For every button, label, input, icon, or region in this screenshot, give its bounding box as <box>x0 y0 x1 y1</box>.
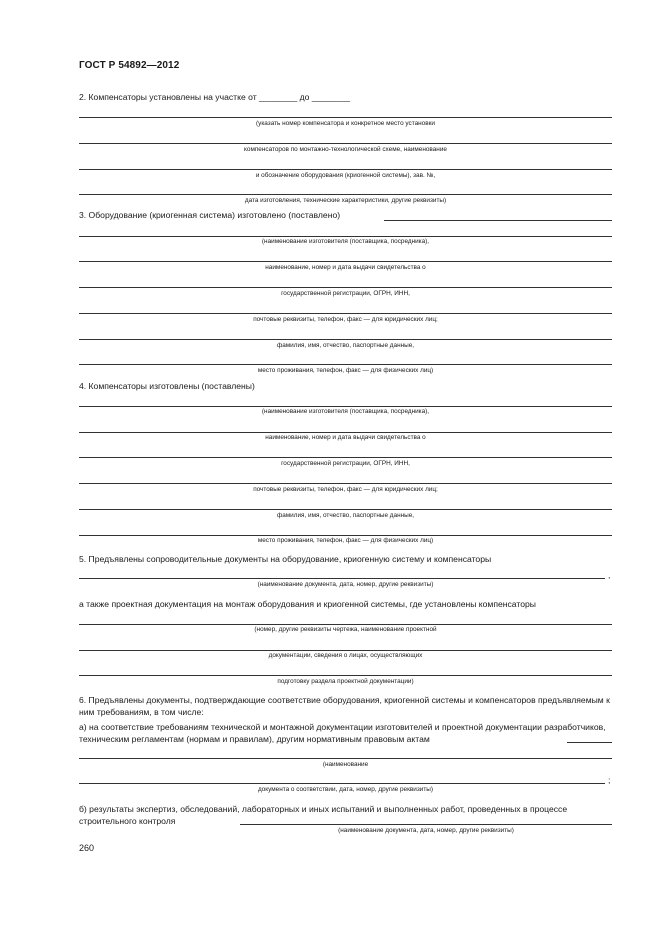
field-caption: (наименование документа, дата, номер, другие реквизиты) <box>338 827 514 834</box>
fill-line[interactable] <box>79 143 612 144</box>
fill-line[interactable] <box>79 194 612 195</box>
fill-line[interactable] <box>79 261 612 262</box>
field-caption: документации, сведения о лицах, осуществляющих <box>268 652 423 659</box>
field-caption: почтовые реквизиты, телефон, факс — для юридических лиц; <box>253 486 438 493</box>
fill-line[interactable] <box>79 406 612 407</box>
field-caption: государственной регистрации, ОГРН, ИНН, <box>281 460 410 467</box>
section-5-project-docs: а также проектная документация на монтаж оборудования и криогенной системы, где установлены компенсаторы <box>79 599 536 609</box>
fill-line[interactable] <box>79 483 612 484</box>
semicolon-mark: ; <box>608 775 611 785</box>
field-caption: наименование, номер и дата выдачи свидетельства о <box>265 434 426 441</box>
fill-line[interactable] <box>79 432 612 433</box>
fill-line[interactable] <box>79 117 612 118</box>
field-caption: почтовые реквизиты, телефон, факс — для юридических лиц; <box>253 316 438 323</box>
field-caption: фамилия, имя, отчество, паспортные данные, <box>276 512 415 519</box>
field-caption: документа о соответствии, дата, номер, другие реквизиты) <box>257 786 434 793</box>
field-caption: компенсаторов по монтажно-технологической схеме, наименование <box>244 146 447 153</box>
fill-line[interactable] <box>79 624 612 625</box>
fill-line[interactable] <box>79 535 612 536</box>
fill-line[interactable] <box>79 578 605 579</box>
fill-line[interactable] <box>79 287 612 288</box>
fill-line[interactable] <box>79 457 612 458</box>
field-caption: место проживания, телефон, факс — для физических лиц) <box>257 367 434 374</box>
section-6a-text: а) на соответствие требованиям технической и монтажной документации изготовителей и проектной документации разработчиков, техническим регламентам (нормам и правилам), другим нормативным правовым актам <box>79 722 606 744</box>
field-caption: фамилия, имя, отчество, паспортные данные, <box>276 342 415 349</box>
fill-line[interactable] <box>79 236 612 237</box>
page-number: 260 <box>79 843 95 853</box>
field-caption: государственной регистрации, ОГРН, ИНН, <box>281 290 410 297</box>
field-caption: (наименование <box>322 761 369 768</box>
fill-line[interactable] <box>79 313 612 314</box>
field-caption: (указать номер компенсатора и конкретное место установки <box>256 120 435 127</box>
fill-line[interactable] <box>79 509 612 510</box>
field-caption: (номер, другие реквизиты чертежа, наименование проектной <box>254 626 437 633</box>
section-4-heading: 4. Компенсаторы изготовлены (поставлены) <box>79 381 255 391</box>
fill-line[interactable] <box>79 364 612 365</box>
field-caption: место проживания, телефон, факс — для физических лиц) <box>257 537 434 544</box>
section-6b-text: б) результаты экспертиз, обследований, лабораторных и иных испытаний и выполненных работ, проведенных в процессе строительного контроля <box>79 804 568 826</box>
field-caption: и обозначение оборудования (криогенной системы), зав. №, <box>255 172 436 179</box>
fill-line[interactable] <box>79 675 612 676</box>
field-caption: дата изготовления, технические характеристики, другие реквизиты) <box>244 197 447 204</box>
section-5-heading: 5. Предъявлены сопроводительные документы на оборудование, криогенную систему и компенсаторы <box>79 554 492 564</box>
fill-line[interactable] <box>79 650 612 651</box>
fill-line[interactable] <box>567 742 612 743</box>
fill-line[interactable] <box>240 824 612 825</box>
field-caption: (наименование изготовителя (поставщика, посредника), <box>261 408 430 415</box>
fill-line[interactable] <box>79 783 605 784</box>
field-caption: (наименование изготовителя (поставщика, посредника), <box>261 238 430 245</box>
field-caption: (наименование документа, дата, номер, другие реквизиты) <box>257 581 434 588</box>
fill-line[interactable] <box>79 339 612 340</box>
fill-line[interactable] <box>79 758 612 759</box>
comma-mark: , <box>608 570 611 580</box>
fill-line[interactable] <box>384 220 612 221</box>
field-caption: подготовку раздела проектной документации) <box>277 678 414 685</box>
section-3-heading: 3. Оборудование (криогенная система) изготовлено (поставлено) <box>79 210 341 220</box>
document-standard-header: ГОСТ Р 54892—2012 <box>79 60 180 71</box>
fill-line[interactable] <box>79 169 612 170</box>
section-2-heading: 2. Компенсаторы установлены на участке от ________ до ________ <box>79 92 351 102</box>
field-caption: наименование, номер и дата выдачи свидетельства о <box>265 264 426 271</box>
section-6-intro: 6. Предъявлены документы, подтверждающие соответствие оборудования, криогенной системы и компенсаторов предъявляемым к ним требованиям, в том числе: <box>79 695 610 717</box>
